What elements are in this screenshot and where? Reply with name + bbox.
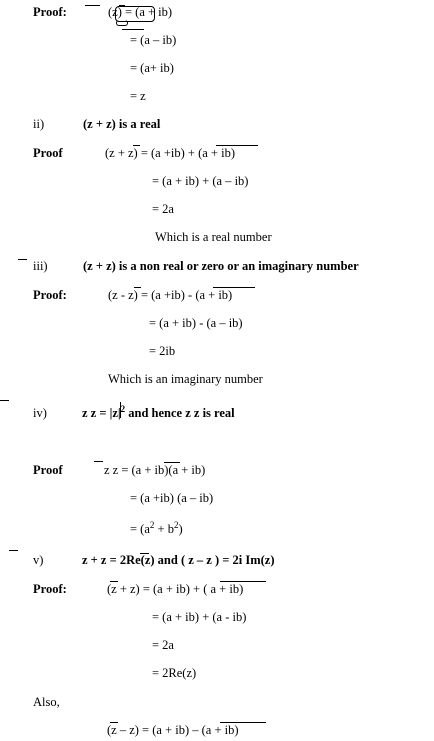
conjugate-bar	[9, 550, 18, 551]
conjugate-bar	[133, 145, 140, 146]
proof-label: Proof:	[33, 582, 67, 596]
conjugate-bar	[122, 29, 144, 30]
section-heading: z + z = 2Re(z) and ( z – z ) = 2i Im(z)	[82, 553, 275, 567]
conjugate-bar	[0, 400, 9, 401]
conjugate-bar	[85, 5, 100, 6]
proof-label: Proof:	[33, 288, 67, 302]
conjugate-bar	[94, 461, 103, 462]
conjugate-bar	[110, 722, 118, 723]
equation-line: = (a +ib) (a – ib)	[130, 491, 214, 505]
equation-line: (z + z) = (a +ib) + (a + ib)	[105, 146, 235, 160]
conjugate-bar	[216, 145, 258, 146]
item-number: iii)	[33, 259, 48, 273]
equation-line: = 2a	[152, 638, 174, 652]
equation-line: z z = (a + ib)(a + ib)	[104, 463, 206, 477]
statement-text: Which is a real number	[155, 230, 272, 244]
equation-line: = (a – ib)	[130, 33, 177, 47]
conjugate-bar	[213, 287, 255, 288]
modulus-bar	[120, 402, 121, 418]
statement-text: Which is an imaginary number	[108, 372, 263, 386]
equation-line: = 2a	[152, 202, 174, 216]
equation-line: = z	[130, 89, 146, 103]
item-number: v)	[33, 553, 44, 567]
statement-text: Also,	[33, 695, 60, 709]
proof-label: Proof:	[33, 5, 67, 19]
conjugate-bar	[110, 581, 118, 582]
equation-line: = (a + ib) + (a – ib)	[152, 174, 249, 188]
conjugate-bar	[220, 581, 266, 582]
conjugate-bar	[140, 553, 149, 554]
conjugate-bar	[134, 287, 141, 288]
equation-line: (z - z) = (a +ib) - (a + ib)	[108, 288, 233, 302]
equation-line: (z) = (a + ib)	[108, 5, 173, 19]
equation-line: = (a + ib) - (a – ib)	[149, 316, 243, 330]
equation-line: (z + z) = (a + ib) + ( a + ib)	[107, 582, 244, 596]
proof-label: Proof	[33, 146, 63, 160]
proof-label: Proof	[33, 463, 63, 477]
equation-line: (z – z) = (a + ib) – (a + ib)	[107, 723, 239, 737]
conjugate-bar	[220, 722, 266, 723]
section-heading: (z + z) is a non real or zero or an imaginary number	[83, 259, 359, 273]
conjugate-bar	[18, 259, 27, 260]
equation-line: = $(a^2 + b^2)$	[130, 519, 183, 536]
equation-line: = 2ib	[149, 344, 176, 358]
equation-line: = (a + ib) + (a - ib)	[152, 610, 247, 624]
equation-line: = (a+ ib)	[130, 61, 174, 75]
section-heading: (z + z) is a real	[83, 117, 161, 131]
equation-line: = 2Re(z)	[152, 666, 197, 680]
conjugate-bar	[164, 462, 180, 463]
item-number: ii)	[33, 117, 45, 131]
item-number: iv)	[33, 406, 47, 420]
section-heading: z $z = |z|^2$ and hence z z is real	[82, 403, 235, 420]
brace-mark	[116, 20, 128, 26]
